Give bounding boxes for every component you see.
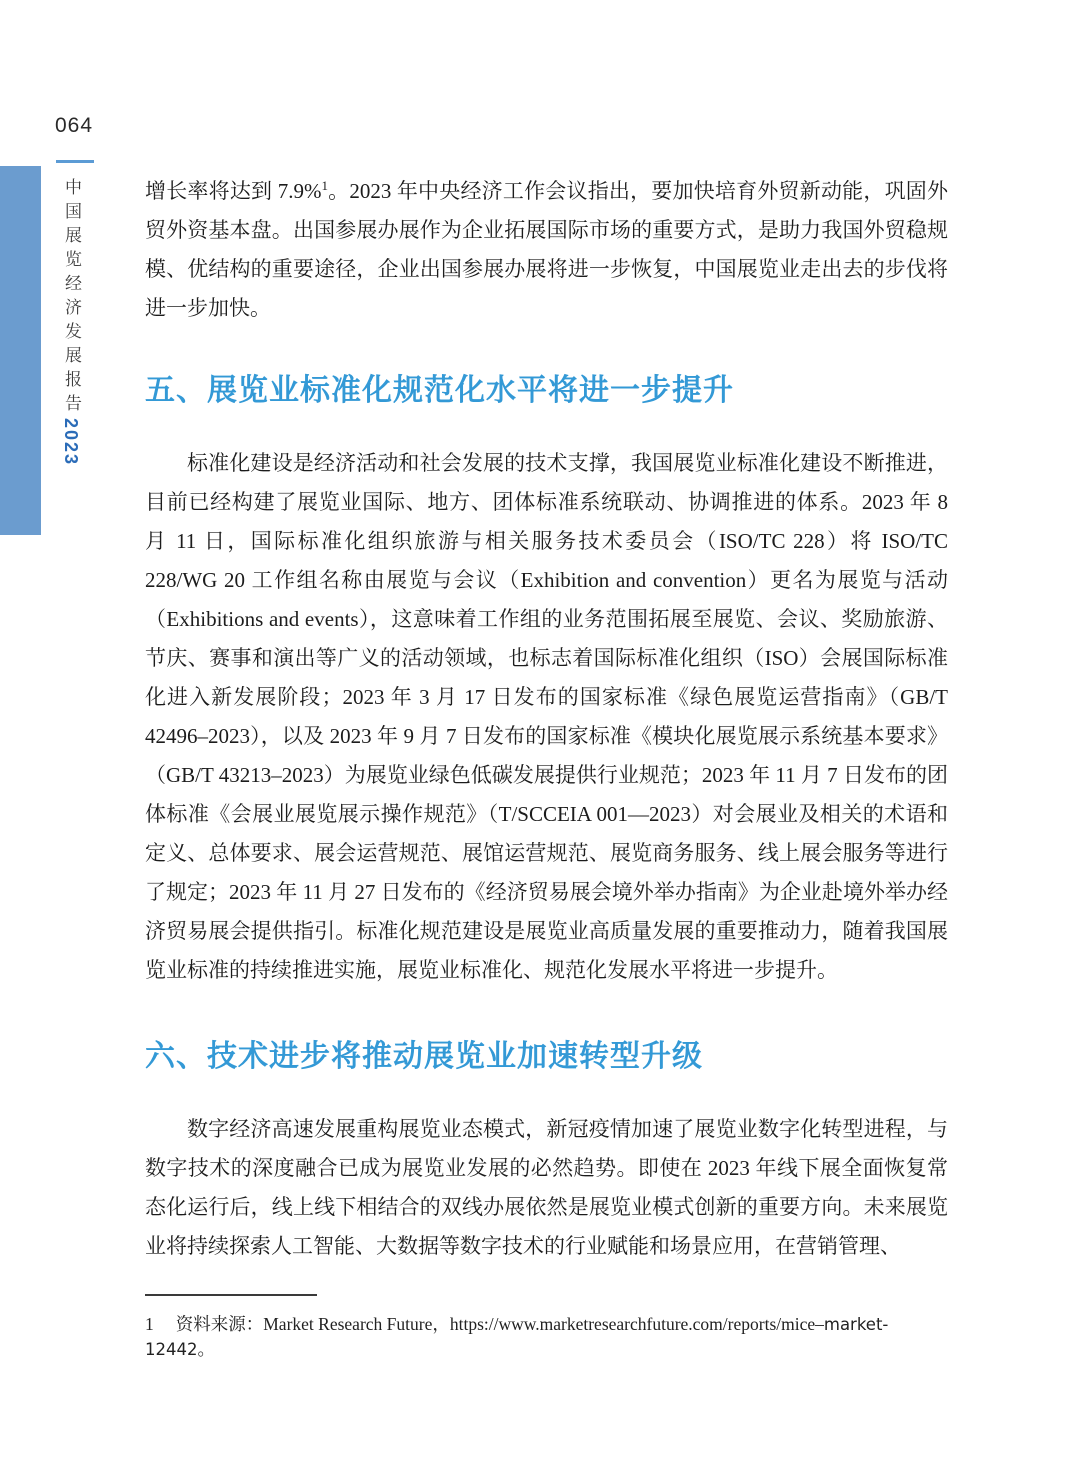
intro-paragraph <box>145 172 948 328</box>
footnote-source-label: 资料来源：Market Research Future， <box>175 1314 450 1334</box>
intro-paragraph-part1: 增长率将达到 7.9% <box>145 179 322 203</box>
intro-paragraph-part2: 。2023 年中央经济工作会议指出，要加快培育外贸新动能，巩固外贸外资基本盘。出国参展办展作为企业拓展国际市场的重要方式，是助力我国外贸稳规模、优结构的重要途径，企业出国参展办展将进一步恢复，中国展览业走出去的步伐将进一步加快。 <box>145 179 949 320</box>
section-5-paragraph: 标准化建设是经济活动和社会发展的技术支撑，我国展览业标准化建设不断推进，目前已经构建了展览业国际、地方、团体标准系统联动、协调推进的体系。2023 年 8 月 11 日，国际标准化组织旅游与相关服务技术委员会（ISO/TC 228）将 ISO/TC 228/WG 20 工作组名称由展览与会议（Exhibition and convention）更名为展览与活动（Exhibitions and events），这意味着工作组的业务范围拓展至展览、会议、奖励旅游、节庆、赛事和演出等广义的活动领域，也标志着国际标准化组织（ISO）会展国际标准化进入新发展阶段；2023 年 3 月 17 日发布的国家标准《绿色展览运营指南》（GB/T 42496–2023），以及 2023 年 9 月 7 日发布的国家标准《模块化展览展示系统基本要求》（GB/T 43213–2023）为展览业绿色低碳发展提供行业规范；2023 年 11 月 7 日发布的团体标准《会展业展览展示操作规范》（T/SCCEIA 001—2023）对会展业及相关的术语和定义、总体要求、展会运营规范、展馆运营规范、展览商务服务、线上展会服务等进行了规定；2023 年 11 月 27 日发布的《经济贸易展会境外举办指南》为企业赴境外举办经济贸易展会提供指引。标准化规范建设是展览业高质量发展的重要推动力，随着我国展览业标准的持续推进实施，展览业标准化、规范化发展水平将进一步提升。 <box>145 451 948 982</box>
page-number: 064 <box>55 114 94 137</box>
footnote <box>145 1294 948 1362</box>
page-number-rule <box>56 160 94 163</box>
side-accent-band <box>0 166 41 535</box>
side-title-text: 中国展览经济发展报告 <box>62 178 81 418</box>
section-heading-5: 五、展览业标准化规范化水平将进一步提升 <box>145 374 734 407</box>
footnote-url-suffix: market-12442 <box>145 1315 889 1359</box>
side-vertical-title <box>58 178 84 538</box>
side-title-year: 2023 <box>61 418 81 467</box>
section-heading-6: 六、技术进步将推动展览业加速转型升级 <box>145 1040 703 1073</box>
footnote-text <box>145 1312 948 1362</box>
footnote-number: 1 <box>145 1314 154 1334</box>
footnote-terminator: 。 <box>197 1339 215 1359</box>
main-content <box>145 0 948 1266</box>
footnote-rule <box>145 1294 317 1296</box>
footnote-reference-mark: 1 <box>321 178 328 193</box>
footnote-url: https://www.marketresearchfuture.com/reports/mice– <box>449 1314 824 1334</box>
section-6-paragraph: 数字经济高速发展重构展览业态模式，新冠疫情加速了展览业数字化转型进程，与数字技术的深度融合已成为展览业发展的必然趋势。即使在 2023 年线下展全面恢复常态化运行后，线上线下相结合的双线办展依然是展览业模式创新的重要方向。未来展览业将持续探索人工智能、大数据等数字技术的行业赋能和场景应用，在营销管理、 <box>145 1117 948 1258</box>
